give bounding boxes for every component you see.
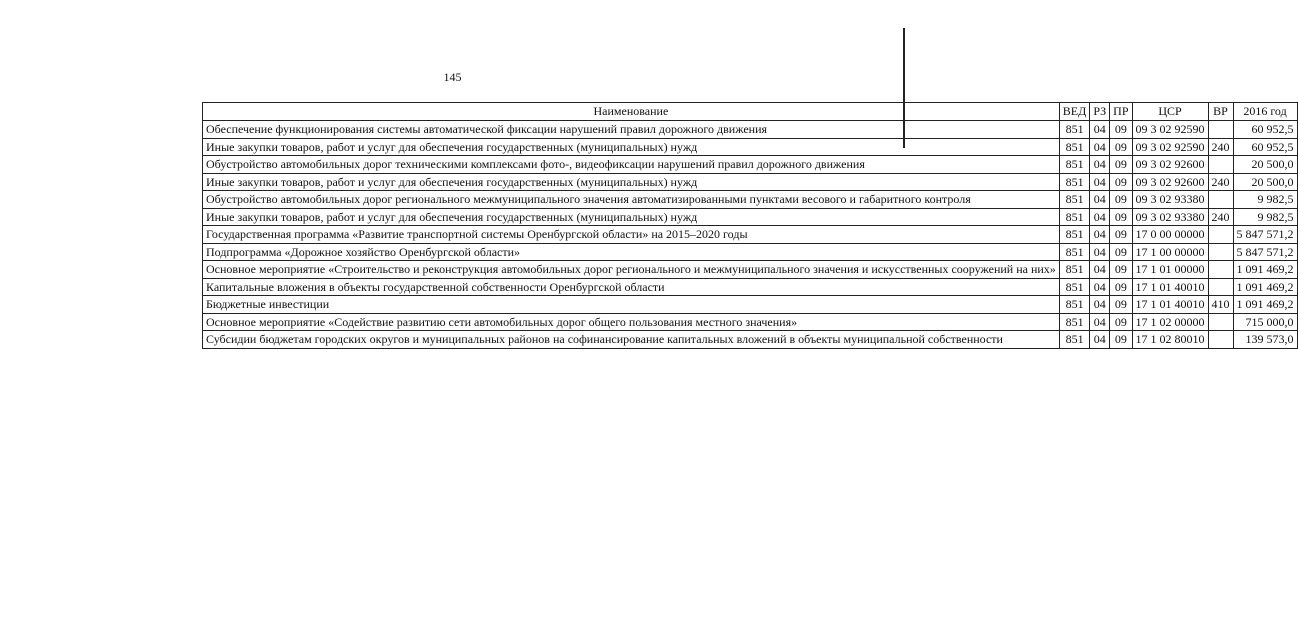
cell-csr: 09 3 02 92600	[1132, 173, 1208, 191]
page-number: 145	[443, 70, 462, 84]
cell-name: Субсидии бюджетам городских округов и муниципальных районов на софинансирование капитальных вложений в объекты муниципальной собственности	[203, 331, 1060, 349]
cell-name: Основное мероприятие «Строительство и реконструкция автомобильных дорог регионального и межмуниципального значения и искусственных сооружений на них»	[203, 261, 1060, 279]
cell-name: Государственная программа «Развитие транспортной системы Оренбургской области» на 2015–2020 годы	[203, 226, 1060, 244]
cell-amount: 1 091 469,2	[1233, 278, 1297, 296]
cell-vr	[1208, 156, 1233, 174]
cell-vr	[1208, 226, 1233, 244]
cell-pr: 09	[1110, 278, 1132, 296]
cell-rz: 04	[1090, 331, 1110, 349]
header-name: Наименование	[203, 103, 1060, 121]
cell-ved: 851	[1059, 278, 1090, 296]
cell-name: Иные закупки товаров, работ и услуг для обеспечения государственных (муниципальных) нужд	[203, 208, 1060, 226]
cell-rz: 04	[1090, 156, 1110, 174]
table-body	[203, 121, 1298, 349]
cell-pr: 09	[1110, 121, 1132, 139]
cell-name: Обустройство автомобильных дорог техническими комплексами фото-, видеофиксации нарушений правил дорожного движения	[203, 156, 1060, 174]
cell-ved: 851	[1059, 243, 1090, 261]
cell-csr: 09 3 02 93380	[1132, 208, 1208, 226]
cell-vr	[1208, 331, 1233, 349]
cell-ved: 851	[1059, 138, 1090, 156]
table-row	[203, 226, 1298, 244]
cell-rz: 04	[1090, 243, 1110, 261]
cell-ved: 851	[1059, 226, 1090, 244]
cell-name: Капитальные вложения в объекты государственной собственности Оренбургской области	[203, 278, 1060, 296]
cell-ved: 851	[1059, 173, 1090, 191]
header-year: 2016 год	[1233, 103, 1297, 121]
cell-csr: 17 1 01 40010	[1132, 278, 1208, 296]
cell-rz: 04	[1090, 191, 1110, 209]
cell-ved: 851	[1059, 156, 1090, 174]
cell-ved: 851	[1059, 261, 1090, 279]
cell-amount: 139 573,0	[1233, 331, 1297, 349]
header-pr: ПР	[1110, 103, 1132, 121]
table-row	[203, 191, 1298, 209]
cell-vr	[1208, 313, 1233, 331]
cell-vr	[1208, 278, 1233, 296]
cell-rz: 04	[1090, 226, 1110, 244]
cell-vr	[1208, 261, 1233, 279]
cell-ved: 851	[1059, 296, 1090, 314]
cell-pr: 09	[1110, 243, 1132, 261]
cell-csr: 17 0 00 00000	[1132, 226, 1208, 244]
cell-name: Иные закупки товаров, работ и услуг для обеспечения государственных (муниципальных) нужд	[203, 173, 1060, 191]
cell-csr: 09 3 02 92590	[1132, 121, 1208, 139]
cell-ved: 851	[1059, 313, 1090, 331]
table-row	[203, 331, 1298, 349]
cell-ved: 851	[1059, 208, 1090, 226]
cell-vr: 240	[1208, 173, 1233, 191]
cell-csr: 17 1 01 00000	[1132, 261, 1208, 279]
cell-vr: 240	[1208, 138, 1233, 156]
cell-pr: 09	[1110, 261, 1132, 279]
cell-vr: 240	[1208, 208, 1233, 226]
cell-name: Обеспечение функционирования системы автоматической фиксации нарушений правил дорожного движения	[203, 121, 1060, 139]
table-row	[203, 261, 1298, 279]
table-row	[203, 121, 1298, 139]
cell-name: Бюджетные инвестиции	[203, 296, 1060, 314]
cell-rz: 04	[1090, 296, 1110, 314]
cell-rz: 04	[1090, 278, 1110, 296]
cell-csr: 17 1 02 00000	[1132, 313, 1208, 331]
cell-pr: 09	[1110, 296, 1132, 314]
cell-csr: 17 1 02 80010	[1132, 331, 1208, 349]
cell-ved: 851	[1059, 121, 1090, 139]
cell-csr: 17 1 01 40010	[1132, 296, 1208, 314]
header-vr: ВР	[1208, 103, 1233, 121]
cell-name: Основное мероприятие «Содействие развитию сети автомобильных дорог общего пользования местного значения»	[203, 313, 1060, 331]
cell-name: Обустройство автомобильных дорог регионального межмуниципального значения автоматизированными пунктами весового и габаритного контроля	[203, 191, 1060, 209]
header-csr: ЦСР	[1132, 103, 1208, 121]
cell-vr	[1208, 121, 1233, 139]
budget-table	[202, 102, 1298, 349]
cell-csr: 17 1 00 00000	[1132, 243, 1208, 261]
header-ved: ВЕД	[1059, 103, 1090, 121]
cell-csr: 09 3 02 92590	[1132, 138, 1208, 156]
cell-amount: 60 952,5	[1233, 121, 1297, 139]
cell-amount: 20 500,0	[1233, 156, 1297, 174]
table-row	[203, 243, 1298, 261]
cell-rz: 04	[1090, 121, 1110, 139]
cell-amount: 5 847 571,2	[1233, 226, 1297, 244]
cell-amount: 9 982,5	[1233, 208, 1297, 226]
table-row	[203, 278, 1298, 296]
cell-amount: 20 500,0	[1233, 173, 1297, 191]
cell-pr: 09	[1110, 173, 1132, 191]
cell-ved: 851	[1059, 331, 1090, 349]
table-row	[203, 173, 1298, 191]
cell-rz: 04	[1090, 173, 1110, 191]
cell-pr: 09	[1110, 208, 1132, 226]
cell-amount: 9 982,5	[1233, 191, 1297, 209]
table-row	[203, 138, 1298, 156]
table-row	[203, 313, 1298, 331]
cell-pr: 09	[1110, 313, 1132, 331]
cell-amount: 1 091 469,2	[1233, 296, 1297, 314]
table-row	[203, 208, 1298, 226]
cell-pr: 09	[1110, 331, 1132, 349]
cell-csr: 09 3 02 92600	[1132, 156, 1208, 174]
cell-amount: 715 000,0	[1233, 313, 1297, 331]
cell-amount: 5 847 571,2	[1233, 243, 1297, 261]
cell-pr: 09	[1110, 226, 1132, 244]
cell-vr	[1208, 243, 1233, 261]
table-row	[203, 296, 1298, 314]
cell-rz: 04	[1090, 313, 1110, 331]
cell-rz: 04	[1090, 208, 1110, 226]
cell-pr: 09	[1110, 138, 1132, 156]
table-row	[203, 156, 1298, 174]
table-header-row	[203, 103, 1298, 121]
header-rz: РЗ	[1090, 103, 1110, 121]
cell-amount: 60 952,5	[1233, 138, 1297, 156]
cell-pr: 09	[1110, 156, 1132, 174]
cell-pr: 09	[1110, 191, 1132, 209]
cell-csr: 09 3 02 93380	[1132, 191, 1208, 209]
cell-vr	[1208, 191, 1233, 209]
cell-rz: 04	[1090, 261, 1110, 279]
cell-name: Иные закупки товаров, работ и услуг для обеспечения государственных (муниципальных) нужд	[203, 138, 1060, 156]
cell-vr: 410	[1208, 296, 1233, 314]
cell-amount: 1 091 469,2	[1233, 261, 1297, 279]
cell-rz: 04	[1090, 138, 1110, 156]
cell-name: Подпрограмма «Дорожное хозяйство Оренбургской области»	[203, 243, 1060, 261]
cell-ved: 851	[1059, 191, 1090, 209]
